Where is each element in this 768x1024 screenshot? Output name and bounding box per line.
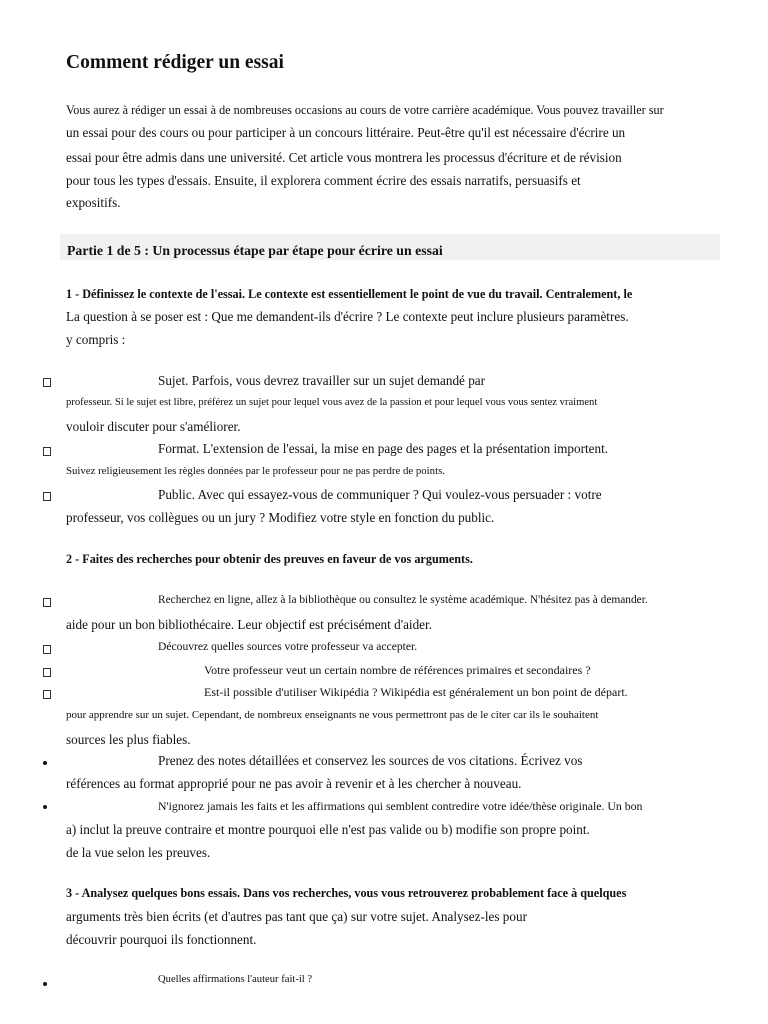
bullet-marker (43, 492, 51, 501)
bullet-text: Recherchez en ligne, allez à la bibliothèque ou consultez le système académique. N'hésitez pas à demander. (158, 594, 648, 606)
step-text: découvrir pourquoi ils fonctionnent. (66, 932, 257, 947)
bullet-marker (43, 668, 51, 677)
bullet-marker (43, 447, 51, 456)
step-heading: 3 - Analysez quelques bons essais. Dans vos recherches, vous vous retrouverez probablement face à quelques (66, 886, 627, 900)
intro-line: pour tous les types d'essais. Ensuite, il explorera comment écrire des essais narratifs, persuasifs et (66, 173, 581, 188)
bullet-dot (43, 982, 47, 986)
bullet-marker (43, 378, 51, 387)
bullet-dot (43, 761, 47, 765)
step-heading: 2 - Faites des recherches pour obtenir des preuves en faveur de vos arguments. (66, 552, 473, 566)
bullet-continuation: vouloir discuter pour s'améliorer. (66, 419, 241, 434)
bullet-dot (43, 805, 47, 809)
page-title: Comment rédiger un essai (66, 52, 284, 73)
bullet-marker (43, 645, 51, 654)
bullet-continuation: a) inclut la preuve contraire et montre pourquoi elle n'est pas valide ou b) modifie son propre point. (66, 822, 590, 837)
bullet-continuation: pour apprendre sur un sujet. Cependant, de nombreux enseignants ne vous permettront pas de le citer car ils le souhaitent (66, 709, 599, 721)
bullet-text: Prenez des notes détaillées et conservez les sources de vos citations. Écrivez vos (158, 753, 583, 768)
step-text: y compris : (66, 332, 126, 347)
bullet-continuation: références au format approprié pour ne pas avoir à revenir et à les chercher à nouveau. (66, 776, 522, 791)
bullet-continuation: aide pour un bon bibliothécaire. Leur objectif est précisément d'aider. (66, 617, 432, 632)
intro-line: essai pour être admis dans une université. Cet article vous montrera les processus d'écriture et de révision (66, 150, 622, 165)
bullet-continuation: Suivez religieusement les règles données par le professeur pour ne pas perdre de points. (66, 465, 445, 477)
intro-line: expositifs. (66, 195, 121, 210)
bullet-text: Quelles affirmations l'auteur fait-il ? (158, 974, 313, 985)
bullet-text: Public. Avec qui essayez-vous de communiquer ? Qui voulez-vous persuader : votre (158, 487, 602, 502)
bullet-text: Découvrez quelles sources votre professeur va accepter. (158, 640, 418, 653)
bullet-text: N'ignorez jamais les faits et les affirmations qui semblent contredire votre idée/thèse originale. Un bon (158, 799, 643, 813)
section-title: Partie 1 de 5 : Un processus étape par étape pour écrire un essai (67, 243, 443, 258)
bullet-marker (43, 598, 51, 607)
step-heading: 1 - Définissez le contexte de l'essai. Le contexte est essentiellement le point de vue du travail. Centralement, le (66, 287, 633, 301)
bullet-marker (43, 690, 51, 699)
sub-bullet-text: Votre professeur veut un certain nombre de références primaires et secondaires ? (204, 663, 591, 677)
bullet-text: Format. L'extension de l'essai, la mise en page des pages et la présentation importent. (158, 441, 609, 456)
bullet-continuation: professeur. Si le sujet est libre, préférez un sujet pour lequel vous avez de la passion et pour lequel vous vous sentez vraiment (66, 397, 598, 408)
intro-line: Vous aurez à rédiger un essai à de nombreuses occasions au cours de votre carrière académique. Vous pouvez travailler sur (66, 103, 664, 117)
bullet-continuation: de la vue selon les preuves. (66, 845, 211, 860)
sub-bullet-text: Est-il possible d'utiliser Wikipédia ? Wikipédia est généralement un bon point de départ. (204, 685, 628, 699)
step-text: arguments très bien écrits (et d'autres pas tant que ça) sur votre sujet. Analysez-les pour (66, 909, 527, 924)
bullet-continuation: professeur, vos collègues ou un jury ? Modifiez votre style en fonction du public. (66, 510, 495, 525)
bullet-continuation: sources les plus fiables. (66, 732, 191, 747)
intro-line: un essai pour des cours ou pour participer à un concours littéraire. Peut-être qu'il est nécessaire d'écrire un (66, 125, 626, 140)
step-text: La question à se poser est : Que me demandent-ils d'écrire ? Le contexte peut inclure plusieurs paramètres. (66, 309, 629, 324)
bullet-text: Sujet. Parfois, vous devrez travailler sur un sujet demandé par (158, 373, 486, 388)
